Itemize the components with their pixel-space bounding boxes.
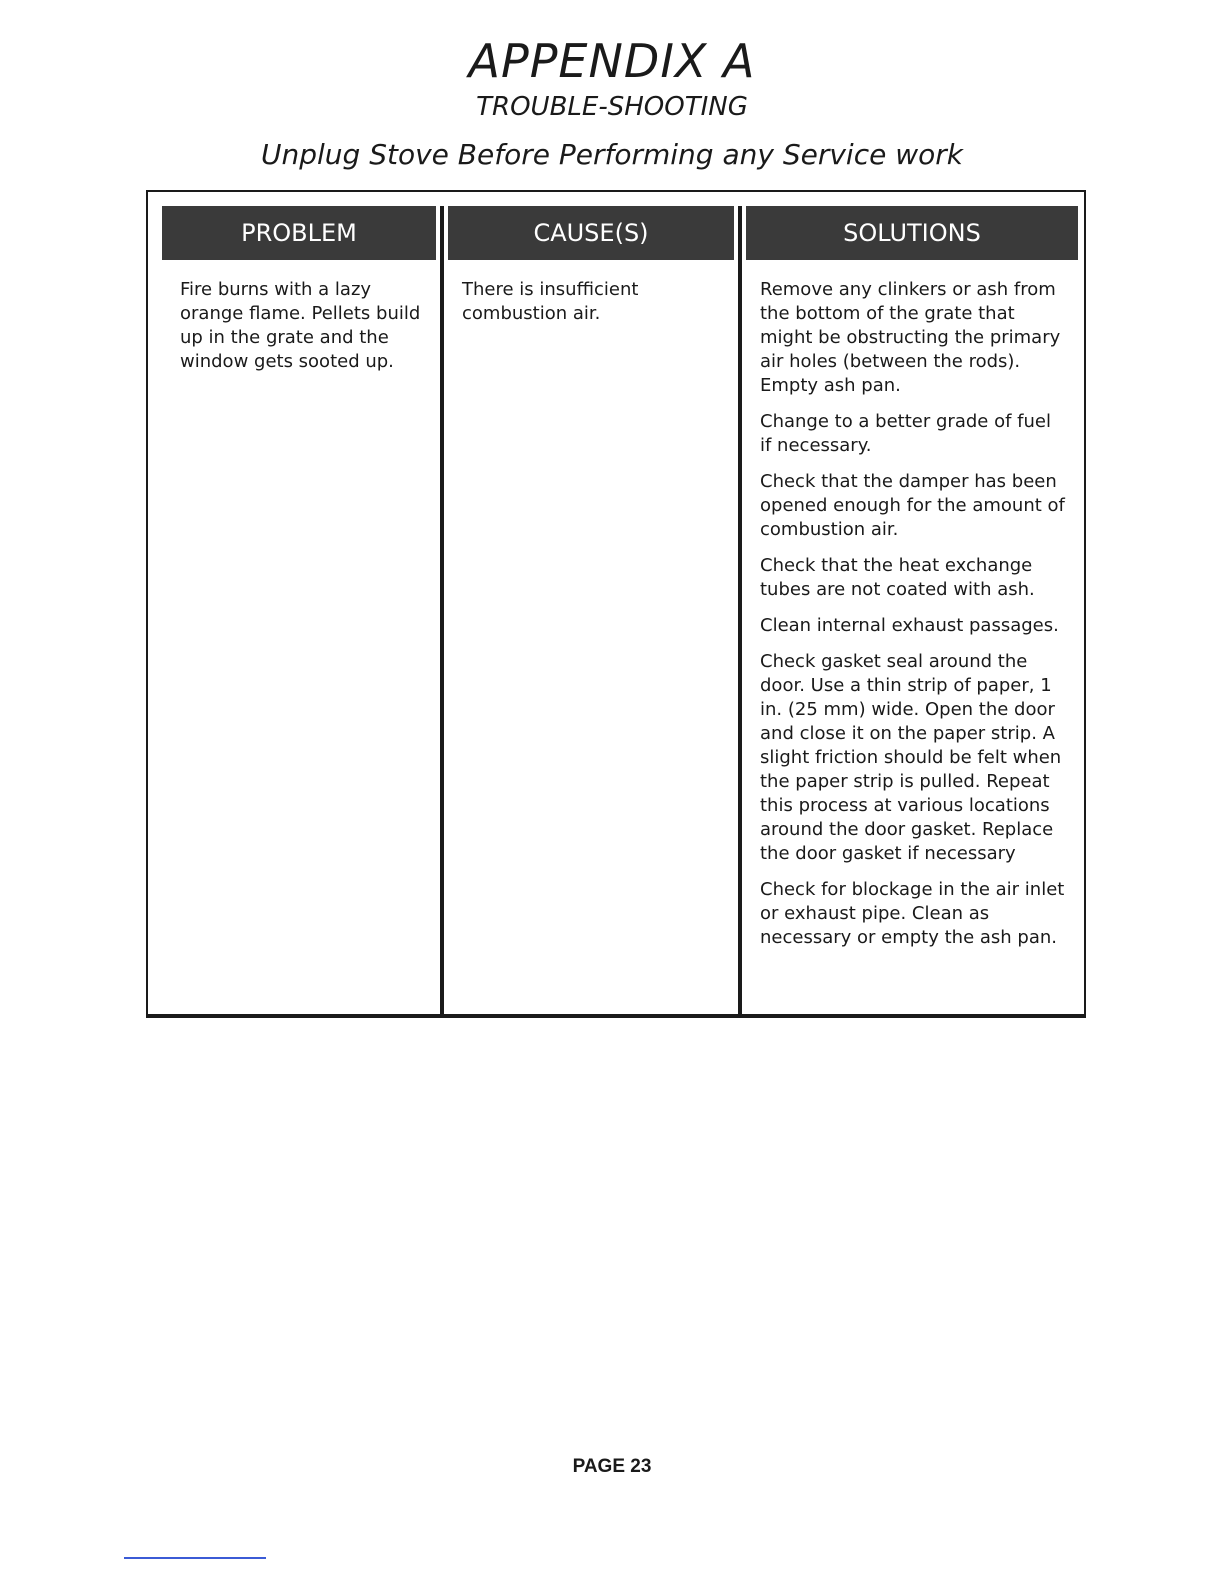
cause-column [442, 206, 740, 1014]
cause-header: CAUSE(S) [448, 206, 734, 260]
cause-text: There is insufficient combustion air. [462, 279, 639, 324]
cause-cell [462, 278, 730, 338]
troubleshooting-table [146, 190, 1086, 1018]
problem-text: Fire burns with a lazy orange flame. Pellets build up in the grate and the window gets sooted up. [180, 279, 421, 372]
problem-cell [180, 278, 432, 386]
solutions-column [740, 206, 1078, 1014]
problem-header: PROBLEM [162, 206, 436, 260]
solution-item: Clean internal exhaust passages. [760, 615, 1059, 636]
solution-item: Check that the damper has been opened enough for the amount of combustion air. [760, 471, 1065, 540]
solution-item: Check for blockage in the air inlet or exhaust pipe. Clean as necessary or empty the ash pan. [760, 879, 1065, 948]
solutions-cell [760, 278, 1068, 962]
page-number: PAGE 23 [572, 1456, 652, 1477]
page-title: APPENDIX A [468, 34, 756, 88]
page-subtitle: TROUBLE-SHOOTING [476, 92, 748, 122]
solution-item: Check gasket seal around the door. Use a thin strip of paper, 1 in. (25 mm) wide. Open the door and close it on the paper strip. A slight friction should be felt when the paper strip is pulled. Repeat this process at various locations around the door gasket. Replace the door gasket if necessary [760, 651, 1062, 864]
solution-item: Change to a better grade of fuel if necessary. [760, 411, 1051, 456]
solution-item: Remove any clinkers or ash from the bottom of the grate that might be obstructing the primary air holes (between the rods). Empty ash pan. [760, 279, 1061, 396]
underline-mark [124, 1557, 266, 1559]
problem-column [162, 206, 442, 1014]
warning-text: Unplug Stove Before Performing any Service work [261, 138, 963, 171]
solutions-header: SOLUTIONS [746, 206, 1078, 260]
solution-item: Check that the heat exchange tubes are not coated with ash. [760, 555, 1035, 600]
